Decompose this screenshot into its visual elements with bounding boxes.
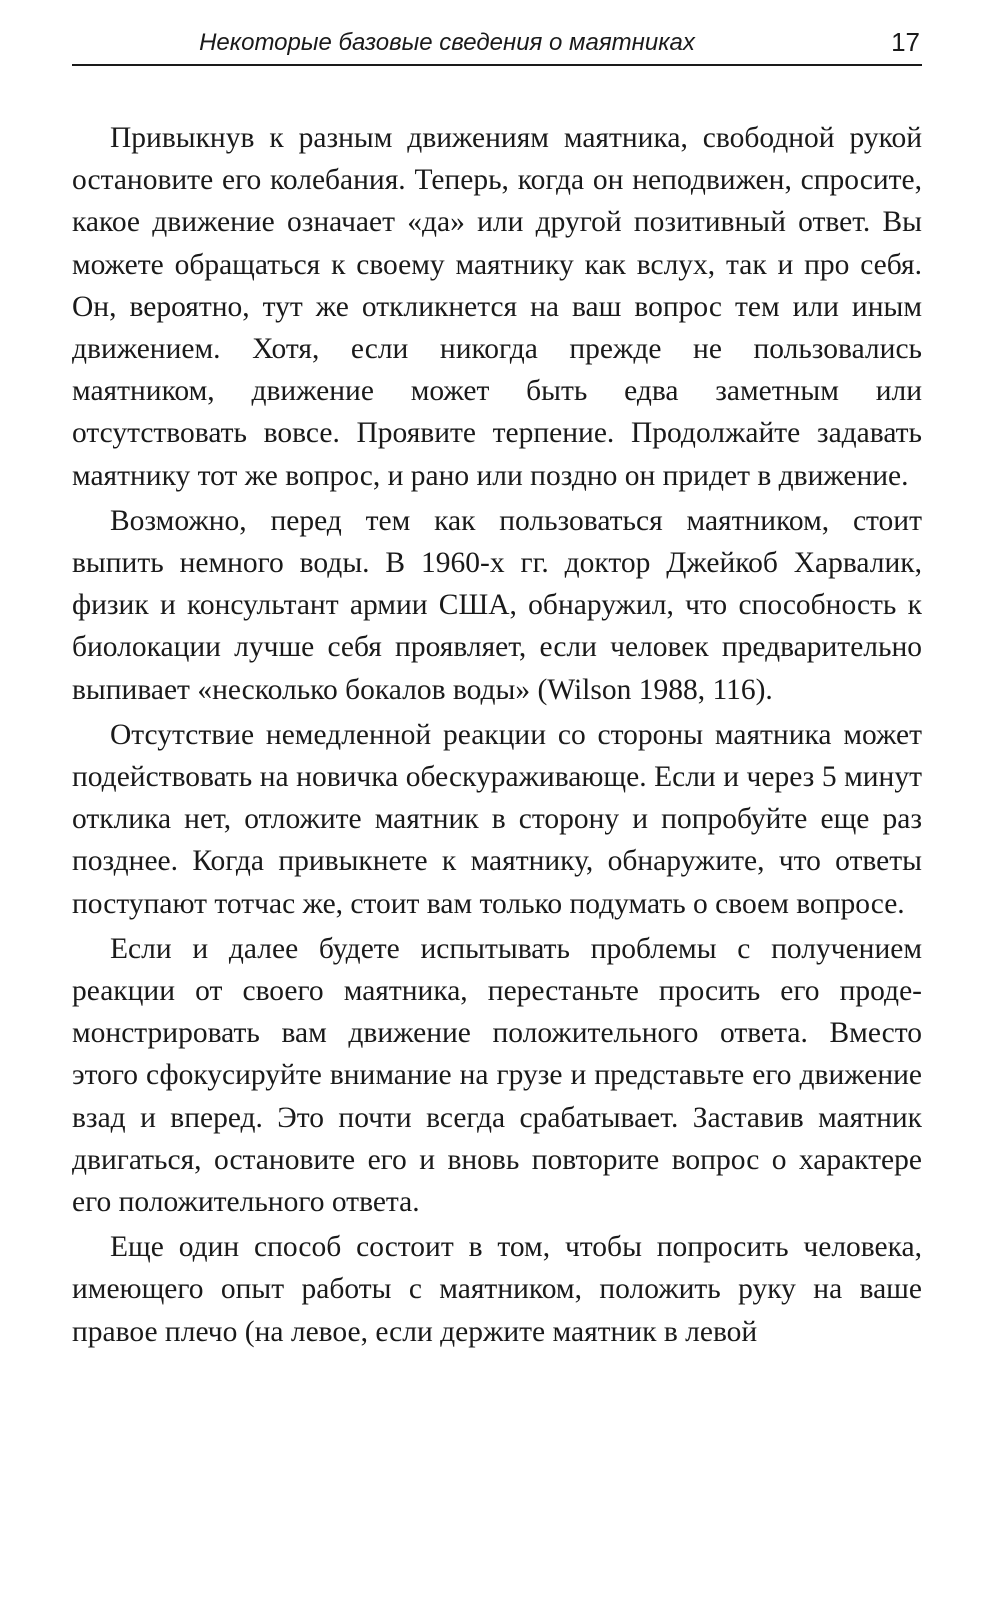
paragraph-3: Отсутствие немедленной реакции со стороны маятника может подействовать на новичка обескураживающе. Если и через 5 минут отклика нет, отложите маятник в сторону и попробуйте еще раз позднее. Когда привыкнете к маятнику, обнаружите, что ответы поступают тотчас же, стоит вам только подумать о своем вопросе. — [72, 718, 922, 920]
paragraph-4: Если и далее будете испытывать проблемы с получением реакции от своего маятника, перестаньте просить его продемонстрировать вам движение положительного ответа. Вместо этого сфокусируйте внимание на грузе и представьте его движение взад и вперед. Это почти всегда срабатывает. Заставив маятник двигаться, остановите его и вновь повторите вопрос о характере его положительного ответа. — [72, 932, 922, 1219]
paragraph-5: Еще один способ состоит в том, чтобы попросить человека, имеющего опыт работы с маятником, положить руку на ваше правое плечо (на левое, если держите маятник в левой — [72, 1231, 922, 1348]
body-text — [72, 117, 922, 1356]
running-title: Некоторые базовые сведения о маятниках — [199, 29, 695, 56]
page-number: 17 — [891, 27, 920, 57]
paragraph-2: Возможно, перед тем как пользоваться маятником, стоит выпить немного воды. В 1960-х гг. доктор Джейкоб Харвалик, физик и консультант армии США, обнаружил, что способность к биолокации лучше себя проявляет, если человек предварительно выпивает «несколько бокалов воды» (Wilson 1988, 116). — [72, 504, 922, 706]
paragraph-1: Привыкнув к разным движениям маятника, свободной рукой остановите его колебания. Теперь, когда он неподвижен, спросите, какое движение означает «да» или другой позитивный ответ. Вы можете обращаться к своему маятнику как вслух, так и про себя. Он, вероятно, тут же откликнется на ваш вопрос тем или иным движением. Хотя, если никогда прежде не пользовались маятником, движение может быть едва заметным или отсутствовать вовсе. Проявите терпение. Продолжайте задавать маятнику тот же вопрос, и рано или поздно он придет в движение. — [72, 122, 922, 492]
running-header — [72, 24, 922, 66]
